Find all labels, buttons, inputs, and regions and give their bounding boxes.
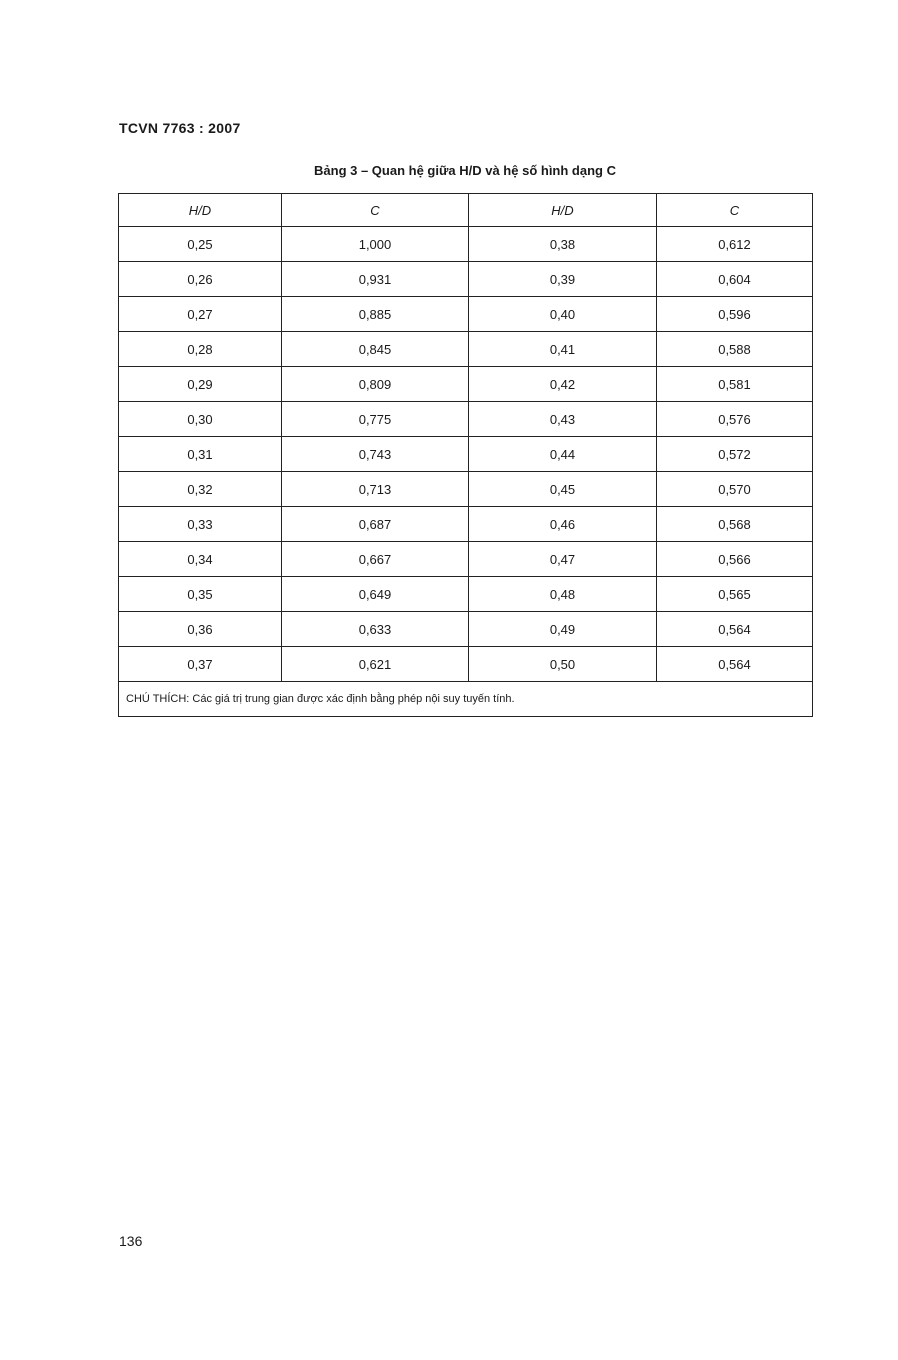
hd-c-table [118,193,813,717]
table-cell: 1,000 [282,227,469,262]
header-hd-2: H/D [469,194,657,227]
header-c-1: C [282,194,469,227]
header-hd-1: H/D [119,194,282,227]
table-body [119,227,813,682]
table-note: CHÚ THÍCH: Các giá trị trung gian được xác định bằng phép nội suy tuyến tính. [119,682,813,717]
table-row [119,227,813,262]
table-cell: 0,775 [282,402,469,437]
table-cell: 0,576 [657,402,813,437]
table-cell: 0,39 [469,262,657,297]
table-cell: 0,566 [657,542,813,577]
table-cell: 0,31 [119,437,282,472]
table-cell: 0,48 [469,577,657,612]
table-row [119,437,813,472]
table-cell: 0,50 [469,647,657,682]
table-cell: 0,931 [282,262,469,297]
table-row [119,332,813,367]
table-cell: 0,564 [657,612,813,647]
table-row [119,507,813,542]
table-cell: 0,33 [119,507,282,542]
table-cell: 0,604 [657,262,813,297]
table-cell: 0,37 [119,647,282,682]
table-row [119,647,813,682]
table-cell: 0,621 [282,647,469,682]
table-cell: 0,581 [657,367,813,402]
standard-header: TCVN 7763 : 2007 [119,120,241,136]
table-row [119,262,813,297]
table-cell: 0,667 [282,542,469,577]
table-cell: 0,34 [119,542,282,577]
header-c-2: C [657,194,813,227]
page-number: 136 [119,1233,143,1249]
table-cell: 0,572 [657,437,813,472]
table-cell: 0,45 [469,472,657,507]
table-cell: 0,649 [282,577,469,612]
table-cell: 0,40 [469,297,657,332]
table-cell: 0,43 [469,402,657,437]
table-cell: 0,38 [469,227,657,262]
table-cell: 0,26 [119,262,282,297]
table-cell: 0,46 [469,507,657,542]
table-row [119,297,813,332]
table-cell: 0,713 [282,472,469,507]
table-cell: 0,30 [119,402,282,437]
table-cell: 0,27 [119,297,282,332]
table-cell: 0,42 [469,367,657,402]
table-cell: 0,885 [282,297,469,332]
table-row [119,367,813,402]
table-cell: 0,29 [119,367,282,402]
table-cell: 0,845 [282,332,469,367]
table-cell: 0,565 [657,577,813,612]
table-cell: 0,32 [119,472,282,507]
table-cell: 0,25 [119,227,282,262]
table-row [119,577,813,612]
table-cell: 0,588 [657,332,813,367]
table-cell: 0,36 [119,612,282,647]
table-cell: 0,568 [657,507,813,542]
table-cell: 0,809 [282,367,469,402]
table-cell: 0,633 [282,612,469,647]
table-cell: 0,570 [657,472,813,507]
table-cell: 0,612 [657,227,813,262]
table-cell: 0,564 [657,647,813,682]
table-cell: 0,44 [469,437,657,472]
table-cell: 0,35 [119,577,282,612]
table-cell: 0,743 [282,437,469,472]
table-caption: Bảng 3 – Quan hệ giữa H/D và hệ số hình dạng C [314,163,616,178]
table-cell: 0,687 [282,507,469,542]
table-row [119,542,813,577]
table-note-row [119,682,813,717]
table-header-row [119,194,813,227]
table-cell: 0,47 [469,542,657,577]
table-row [119,612,813,647]
table-row [119,472,813,507]
table-row [119,402,813,437]
table-cell: 0,28 [119,332,282,367]
table-cell: 0,41 [469,332,657,367]
table-cell: 0,49 [469,612,657,647]
table-cell: 0,596 [657,297,813,332]
